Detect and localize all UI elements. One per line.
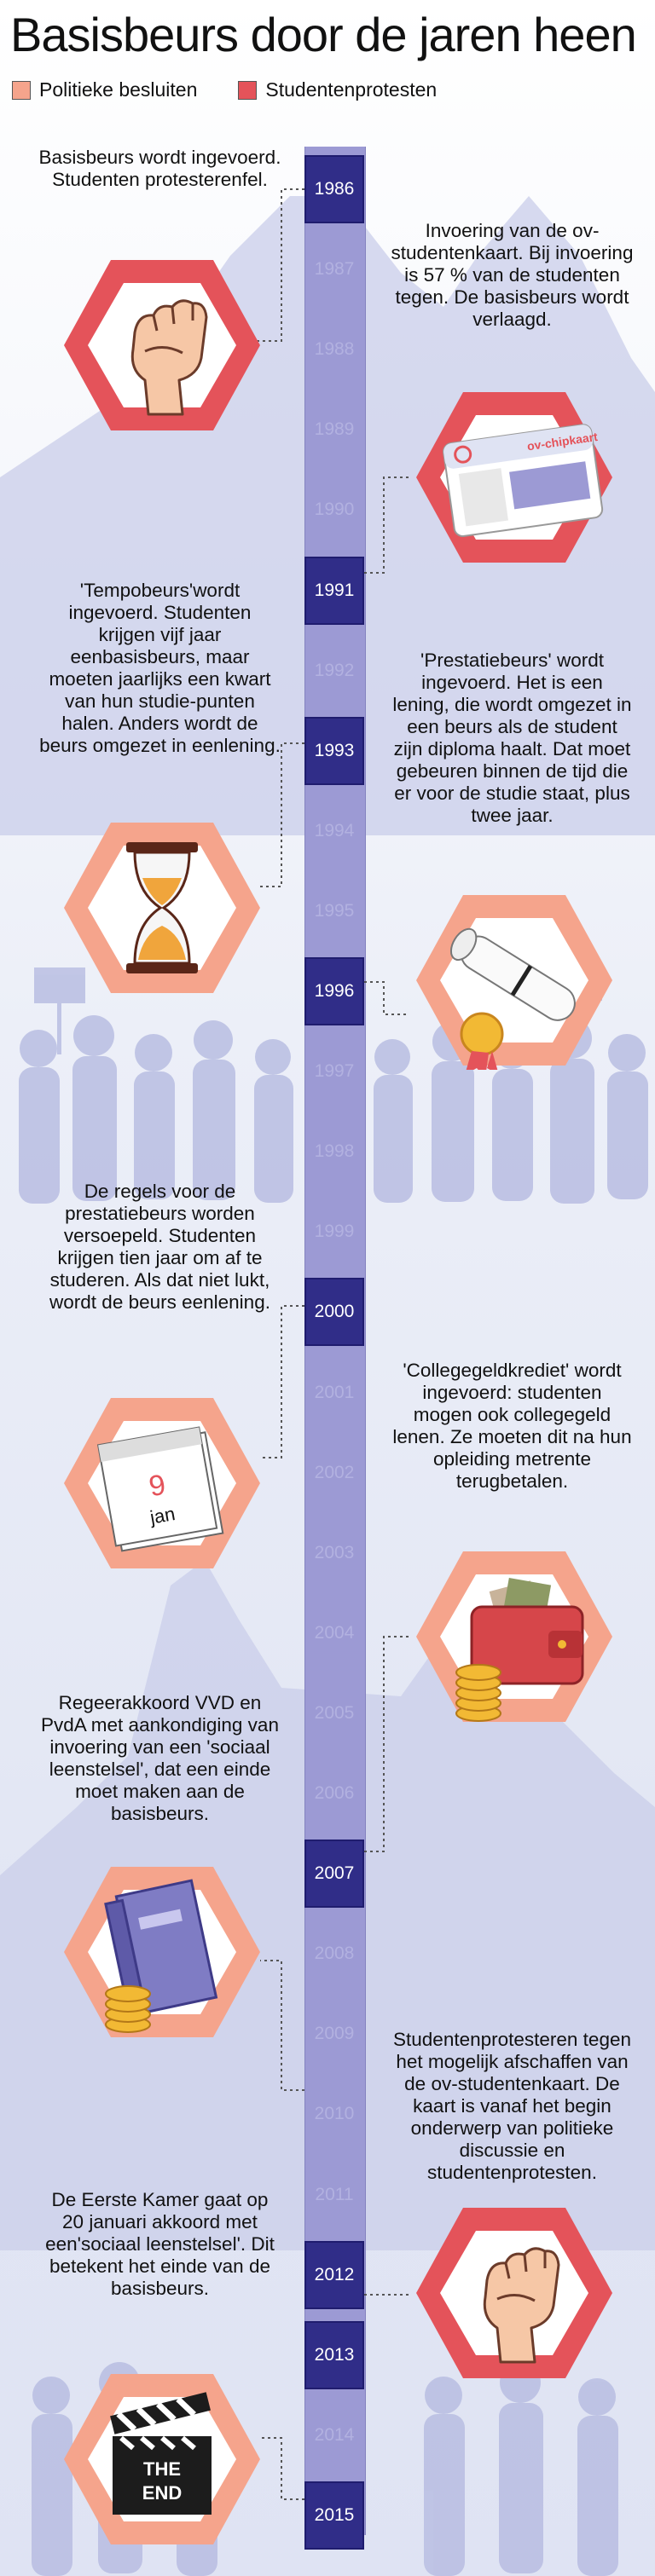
year-2002: 2002 bbox=[314, 1463, 355, 1482]
clapperboard-icon bbox=[60, 2370, 264, 2549]
event-2013-text: Studentenprotesteren tegen het mogelijk afschaffen van de ov-studentenkaart. De kaart is vanaf het begin onderwerp van politieke discussie en studentenprotesten. bbox=[393, 2029, 631, 2183]
year-1989: 1989 bbox=[314, 419, 355, 439]
year-2007: 2007 bbox=[304, 1840, 364, 1908]
year-2006: 2006 bbox=[314, 1783, 355, 1803]
year-1991: 1991 bbox=[304, 557, 364, 625]
event-2000-text: De regels voor de prestatiebeurs worden versoepeld. Studenten krijgen tien jaar om af te studeren. Als dat niet lukt, wordt de beurs eenlening. bbox=[49, 1181, 270, 1313]
year-2009: 2009 bbox=[314, 2024, 355, 2043]
year-2003: 2003 bbox=[314, 1543, 355, 1562]
event-2012-text: Regeerakkoord VVD en PvdA met aankondiging van invoering van een 'sociaal leenstelsel', dat een einde moet maken aan de basisbeurs. bbox=[41, 1692, 279, 1824]
legend-swatch-politiek bbox=[12, 81, 31, 100]
card-label: ov-chipkaart bbox=[525, 430, 599, 453]
clapper-text-2: END bbox=[142, 2482, 183, 2504]
calendar-day: 9 bbox=[146, 1468, 169, 1504]
year-2000: 2000 bbox=[304, 1278, 364, 1346]
diploma-icon bbox=[412, 891, 617, 1070]
ov-chipkaart-icon bbox=[412, 388, 617, 567]
year-1996: 1996 bbox=[304, 957, 364, 1025]
year-2005: 2005 bbox=[314, 1703, 355, 1723]
year-2011: 2011 bbox=[315, 2185, 354, 2204]
legend-label-protest: Studentenprotesten bbox=[265, 78, 438, 101]
event-2015-text: De Eerste Kamer gaat op 20 januari akkoord met een'sociaal leenstelsel'. Dit betekent het einde van de basisbeurs. bbox=[45, 2189, 275, 2299]
fist-icon bbox=[60, 256, 264, 435]
year-2010: 2010 bbox=[314, 2104, 355, 2123]
calendar-month: jan bbox=[148, 1503, 177, 1528]
year-1986: 1986 bbox=[304, 155, 364, 223]
year-1998: 1998 bbox=[314, 1141, 355, 1161]
year-1993: 1993 bbox=[304, 717, 364, 785]
year-2014: 2014 bbox=[314, 2425, 355, 2445]
event-1991-text: Invoering van de ov-studentenkaart. Bij invoering is 57 % van de studenten tegen. De basisbeurs wordt verlaagd. bbox=[391, 220, 634, 330]
legend-label-politiek: Politieke besluiten bbox=[39, 78, 198, 101]
event-1996-text: 'Prestatiebeurs' wordt ingevoerd. Het is een lening, die wordt omgezet in een beurs als de student zijn diploma haalt. Dat moet gebeuren binnen de tijd die er voor de studie staat, plus twee jaar. bbox=[392, 650, 632, 826]
year-1997: 1997 bbox=[314, 1061, 355, 1081]
year-2001: 2001 bbox=[314, 1383, 355, 1402]
hourglass-icon bbox=[60, 818, 264, 997]
fist-icon-2013 bbox=[412, 2203, 617, 2383]
year-1987: 1987 bbox=[314, 259, 355, 279]
clapper-text-1: THE bbox=[143, 2458, 181, 2480]
event-1986-text: Basisbeurs wordt ingevoerd. Studenten protesterenfel. bbox=[38, 147, 281, 190]
year-2004: 2004 bbox=[314, 1623, 355, 1643]
page-title: Basisbeurs door de jaren heen bbox=[10, 8, 636, 61]
year-1999: 1999 bbox=[314, 1222, 355, 1241]
year-2013: 2013 bbox=[304, 2321, 364, 2389]
year-1990: 1990 bbox=[314, 500, 355, 519]
year-2012: 2012 bbox=[304, 2241, 364, 2309]
year-1992: 1992 bbox=[314, 661, 355, 680]
year-2015: 2015 bbox=[304, 2481, 364, 2550]
calendar-icon bbox=[60, 1394, 264, 1573]
binder-icon bbox=[60, 1863, 264, 2042]
wallet-icon bbox=[412, 1547, 617, 1726]
legend-swatch-protest bbox=[238, 81, 257, 100]
year-1995: 1995 bbox=[314, 901, 355, 921]
event-1993-text: 'Tempobeurs'wordt ingevoerd. Studenten krijgen vijf jaar eenbasisbeurs, maar moeten jaarlijks een kwart van hun studie-punten halen. Anders wordt de beurs omgezet in eenlening. bbox=[39, 580, 281, 756]
year-2008: 2008 bbox=[314, 1944, 355, 1963]
year-1988: 1988 bbox=[314, 339, 355, 359]
legend bbox=[12, 78, 437, 101]
year-1994: 1994 bbox=[314, 821, 355, 840]
event-2007-text: 'Collegegeldkrediet' wordt ingevoerd: studenten mogen ook collegegeld lenen. Ze moeten dit na hun opleiding metrente terugbetalen. bbox=[392, 1360, 632, 1492]
